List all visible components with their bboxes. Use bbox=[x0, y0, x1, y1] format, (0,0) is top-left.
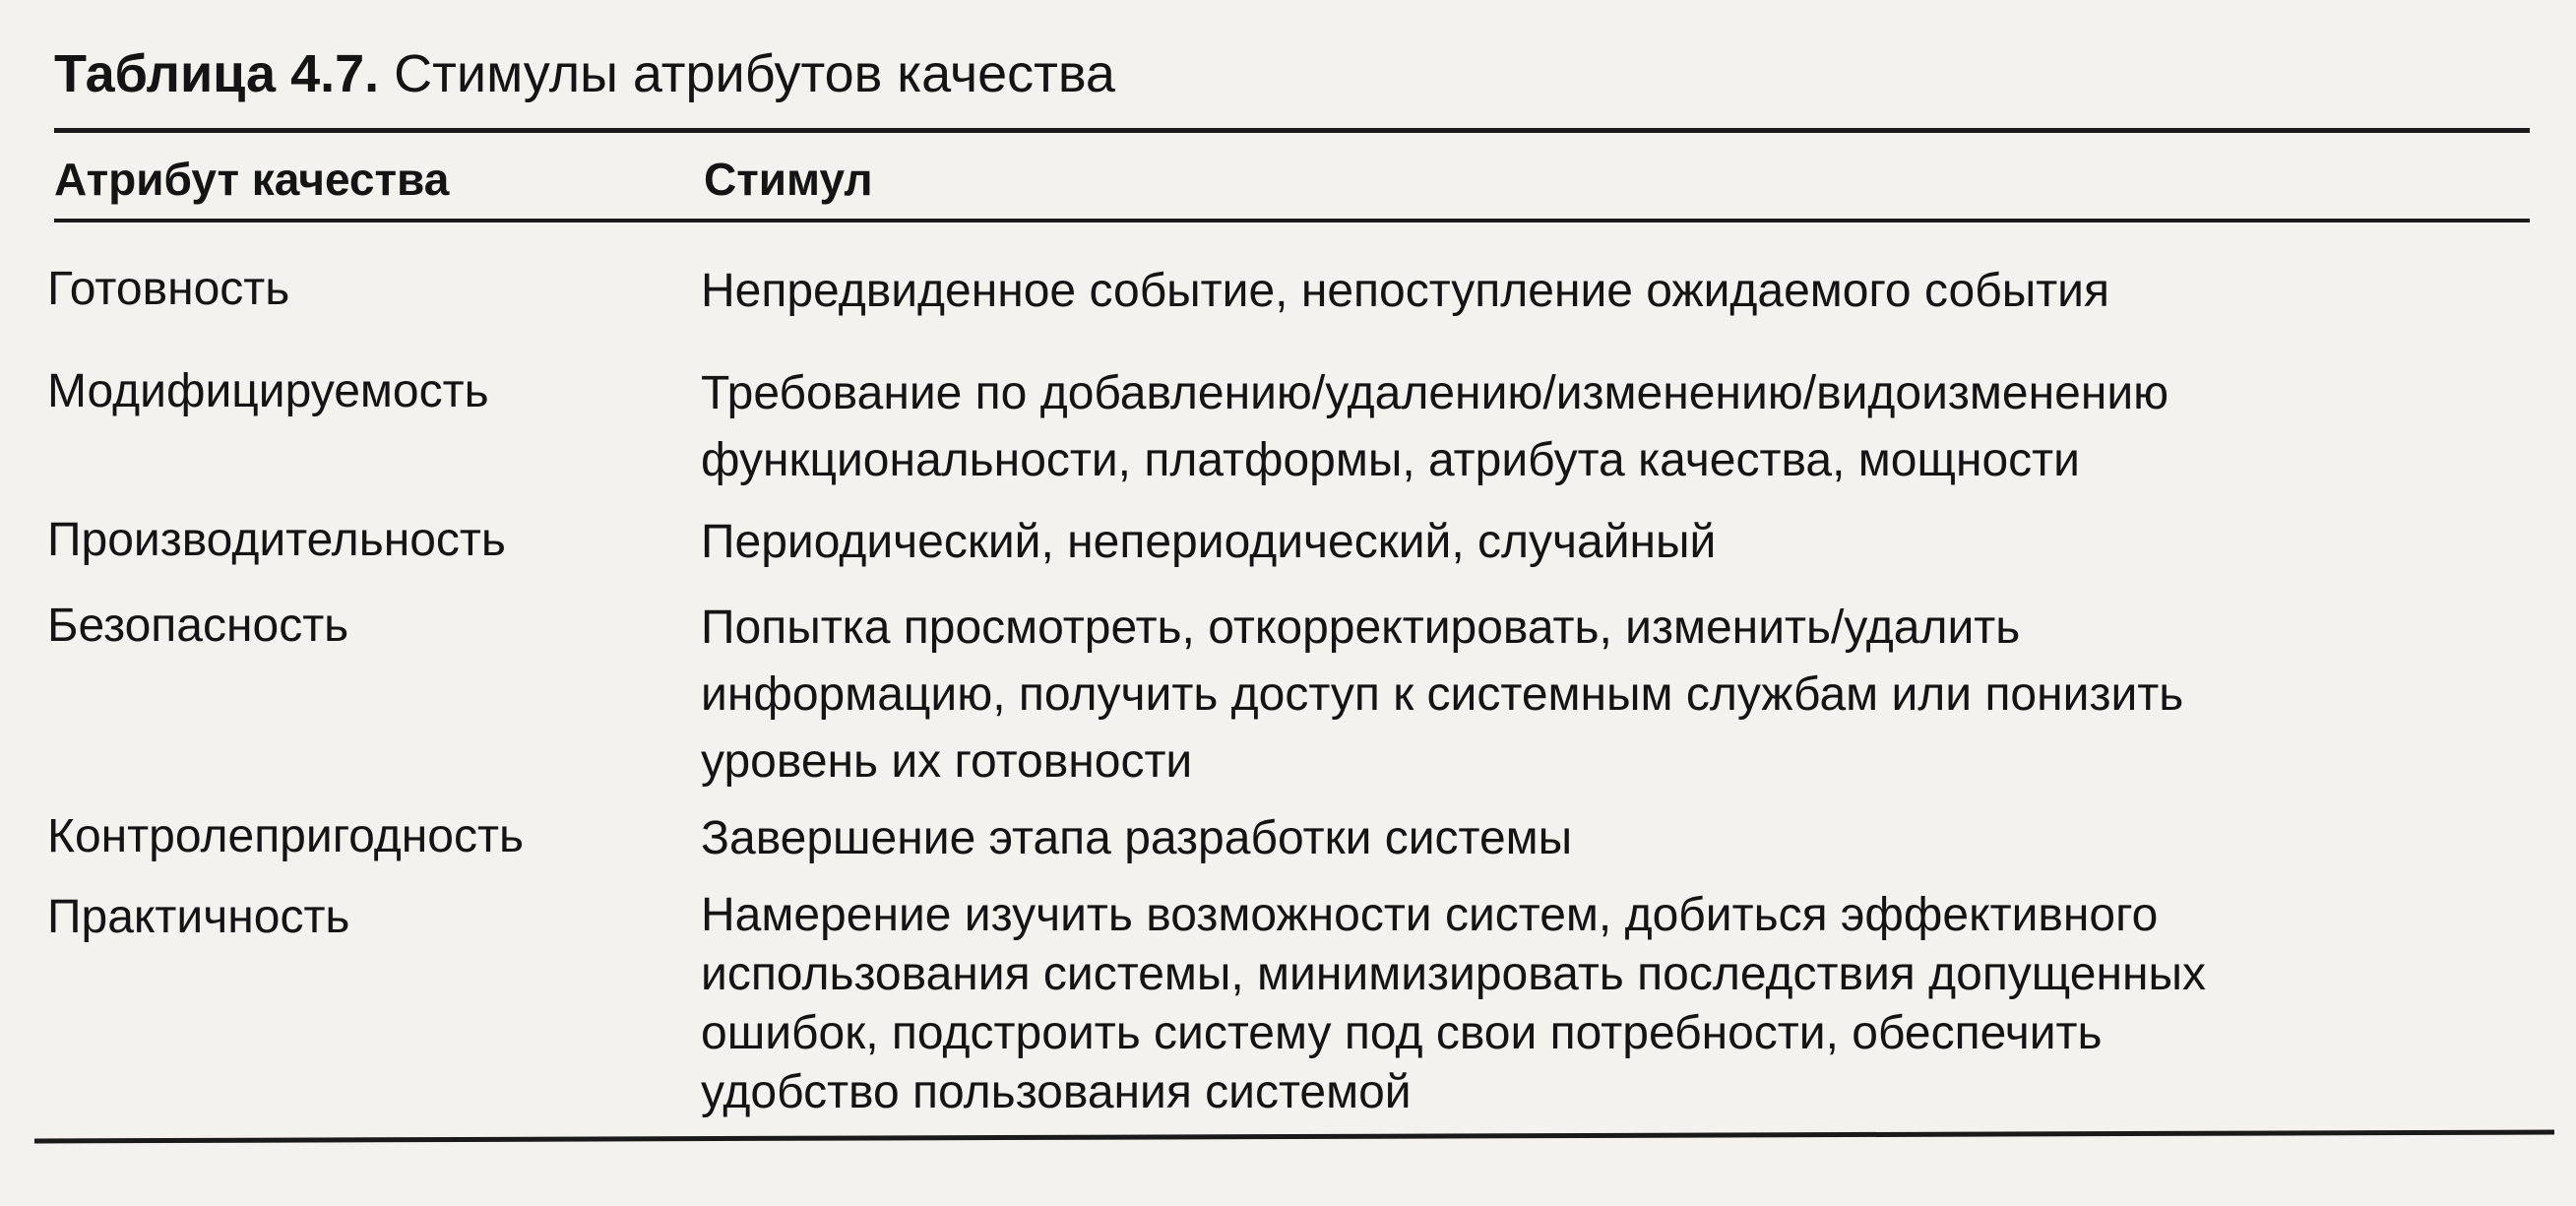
table-caption bbox=[54, 39, 1115, 108]
row-stimulus bbox=[701, 509, 2532, 576]
row-attribute: Производительность bbox=[47, 514, 506, 566]
row-stimulus bbox=[701, 258, 2532, 325]
row-stimulus bbox=[701, 595, 2532, 795]
row-attribute: Модифицируемость bbox=[47, 365, 489, 417]
row-attribute: Безопасность bbox=[47, 600, 349, 652]
table-top-rule bbox=[54, 128, 2530, 133]
row-attribute: Готовность bbox=[47, 263, 290, 315]
row-stimulus-line: Непредвиденное событие, непоступление ожидаемого события bbox=[701, 265, 2109, 317]
row-stimulus-line: функциональности, платформы, атрибута качества, мощности bbox=[701, 434, 2080, 486]
row-stimulus-line: ошибок, подстроить систему под свои потребности, обеспечить bbox=[701, 1007, 2103, 1059]
row-stimulus-line: использования системы, минимизировать последствия допущенных bbox=[701, 948, 2206, 1000]
row-stimulus bbox=[701, 360, 2532, 494]
header-attribute: Атрибут качества bbox=[54, 154, 450, 205]
row-stimulus bbox=[701, 886, 2532, 1122]
table-caption-number: Таблица 4.7. bbox=[54, 44, 380, 103]
row-stimulus-line: удобство пользования системой bbox=[701, 1066, 1412, 1118]
header-stimulus: Стимул bbox=[704, 154, 873, 205]
row-attribute: Контролепригодность bbox=[47, 810, 524, 862]
row-stimulus-line: Попытка просмотреть, откорректировать, изменить/удалить bbox=[701, 602, 2021, 654]
row-stimulus-line: уровень их готовности bbox=[701, 735, 1193, 788]
row-attribute: Практичность bbox=[47, 891, 350, 943]
row-stimulus-line: Намерение изучить возможности систем, добиться эффективного bbox=[701, 889, 2159, 941]
table-header-rule bbox=[54, 219, 2530, 222]
row-stimulus-line: Требование по добавлению/удалению/изменению/видоизменению bbox=[701, 367, 2169, 419]
row-stimulus-line: Периодический, непериодический, случайный bbox=[701, 516, 1717, 568]
row-stimulus-line: Завершение этапа разработки системы bbox=[701, 812, 1573, 864]
row-stimulus bbox=[701, 805, 2532, 872]
table-bottom-rule bbox=[34, 1130, 2554, 1144]
table-caption-title: Стимулы атрибутов качества bbox=[394, 44, 1115, 103]
row-stimulus-line: информацию, получить доступ к системным службам или понизить bbox=[701, 668, 2184, 721]
